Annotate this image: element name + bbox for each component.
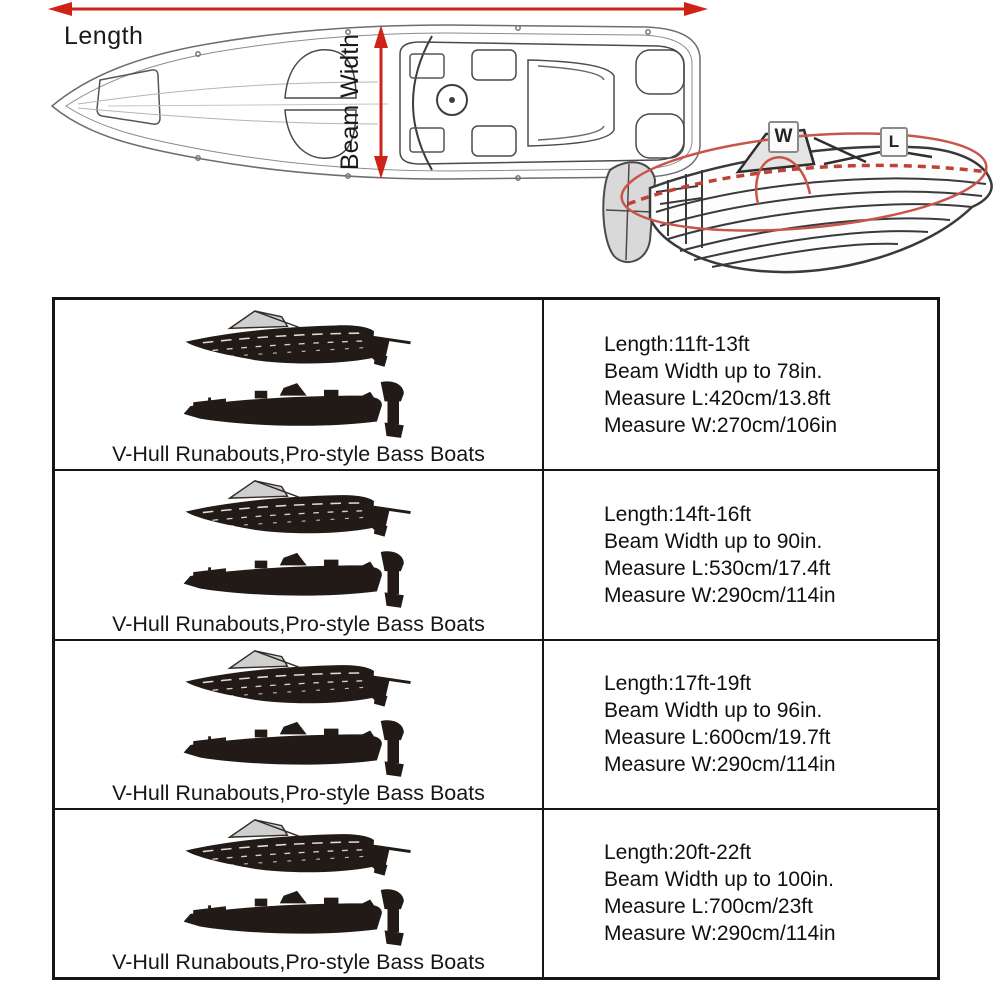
boat-types-cell — [55, 641, 544, 808]
spec-length: Length:17ft-19ft — [604, 672, 752, 696]
spec-measure-w: Measure W:290cm/114in — [604, 753, 836, 777]
spec-measure-w: Measure W:290cm/114in — [604, 922, 836, 946]
spec-beam-width: Beam Width up to 96in. — [604, 699, 823, 723]
spec-length: Length:11ft-13ft — [604, 332, 750, 356]
length-arrow — [48, 2, 708, 16]
runabout-silhouette — [174, 641, 424, 713]
spec-measure-w: Measure W:290cm/114in — [604, 583, 836, 607]
size-row-2 — [55, 469, 937, 638]
size-spec-cell — [544, 300, 937, 469]
spec-measure-w: Measure W:270cm/106in — [604, 413, 838, 437]
runabout-silhouette — [174, 471, 424, 543]
size-row-4 — [55, 808, 937, 977]
bass-boat-silhouette — [174, 887, 424, 949]
spec-beam-width: Beam Width up to 100in. — [604, 868, 834, 892]
boat-types-cell — [55, 471, 544, 638]
size-table — [52, 297, 940, 980]
size-spec-cell — [544, 641, 937, 808]
beam-width-label: Beam Width — [336, 33, 364, 171]
length-badge: L — [880, 127, 908, 157]
runabout-silhouette — [174, 301, 424, 373]
spec-beam-width: Beam Width up to 78in. — [604, 359, 823, 383]
bass-boat-silhouette — [174, 379, 424, 441]
boat-types-cell — [55, 300, 544, 469]
width-badge: W — [768, 121, 799, 153]
size-spec-cell — [544, 810, 937, 977]
boat-types-caption: V-Hull Runabouts,Pro-style Bass Boats — [112, 611, 485, 636]
bass-boat-silhouette — [174, 549, 424, 611]
length-label: Length — [64, 22, 144, 50]
spec-measure-l: Measure L:600cm/19.7ft — [604, 726, 831, 750]
boat-types-cell — [55, 810, 544, 977]
boat-types-caption: V-Hull Runabouts,Pro-style Bass Boats — [112, 950, 485, 974]
bass-boat-silhouette — [174, 718, 424, 780]
spec-length: Length:14ft-16ft — [604, 502, 752, 526]
measuring-diagram — [0, 0, 1000, 295]
runabout-silhouette — [174, 810, 424, 882]
boat-types-caption: V-Hull Runabouts,Pro-style Bass Boats — [112, 780, 485, 805]
boat-types-caption: V-Hull Runabouts,Pro-style Bass Boats — [112, 442, 485, 467]
size-row-1 — [55, 300, 937, 469]
size-row-3 — [55, 639, 937, 808]
size-spec-cell — [544, 471, 937, 638]
spec-beam-width: Beam Width up to 90in. — [604, 529, 823, 553]
spec-length: Length:20ft-22ft — [604, 841, 752, 865]
spec-measure-l: Measure L:420cm/13.8ft — [604, 386, 831, 410]
spec-measure-l: Measure L:700cm/23ft — [604, 895, 813, 919]
spec-measure-l: Measure L:530cm/17.4ft — [604, 556, 831, 580]
